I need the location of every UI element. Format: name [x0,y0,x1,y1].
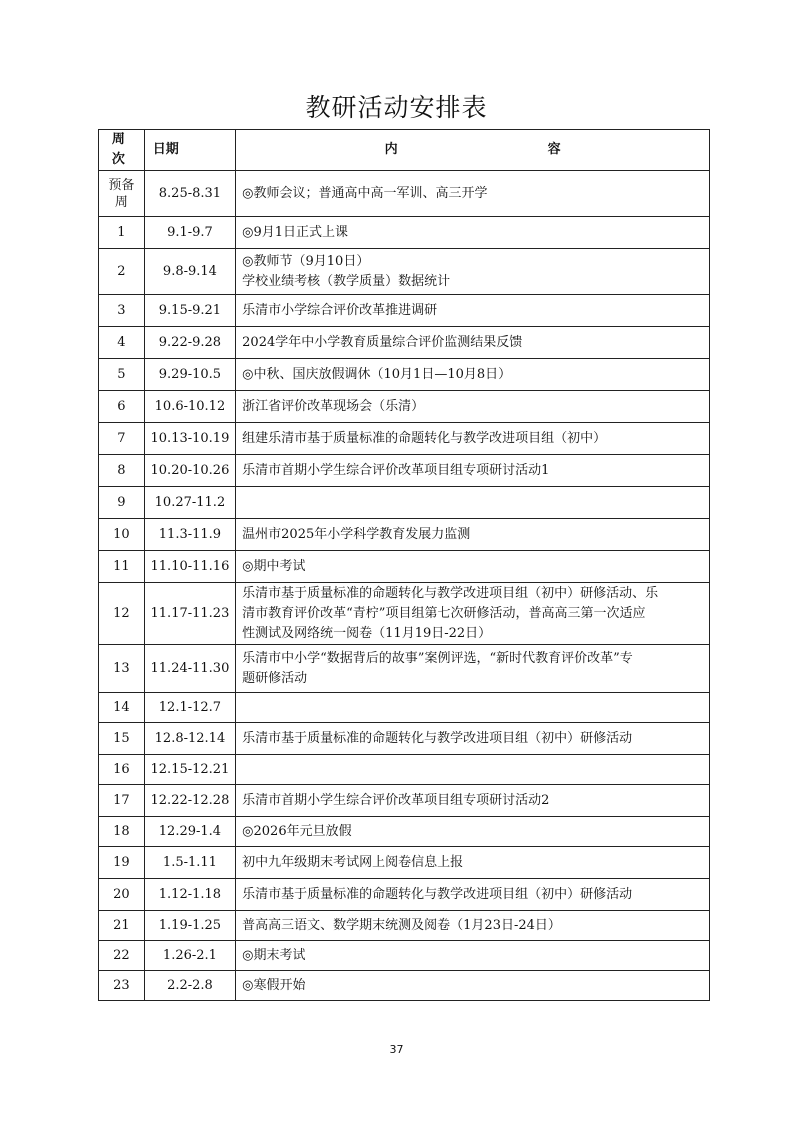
content-line: ◎教师会议；普通高中高一军训、高三开学 [242,185,488,201]
content-line: 题研修活动 [242,670,308,686]
content-line: 乐清市基于质量标准的命题转化与教学改进项目组（初中）研修活动、乐 [242,585,659,601]
content-cell [236,755,710,785]
table-header-row [99,130,710,171]
table-row [99,785,710,817]
week-cell: 11 [99,551,145,583]
content-cell [236,817,710,847]
table-row [99,723,710,755]
table-row [99,847,710,879]
week-cell: 5 [99,359,145,391]
week-cell: 18 [99,817,145,847]
date-cell: 11.24-11.30 [144,645,235,693]
week-cell: 19 [99,847,145,879]
table-row [99,455,710,487]
date-cell: 10.20-10.26 [144,455,235,487]
page-title: 教研活动安排表 [305,93,488,122]
page-number: 37 [389,1043,404,1056]
week-cell: 3 [99,295,145,327]
content-line: 学校业绩考核（教学质量）数据统计 [242,273,451,289]
week-cell: 1 [99,217,145,249]
schedule-table [98,129,710,1001]
week-cell: 6 [99,391,145,423]
content-line: 乐清市小学综合评价改革推进调研 [242,302,438,318]
date-cell: 9.22-9.28 [144,327,235,359]
date-cell: 12.29-1.4 [144,817,235,847]
content-line: 乐清市首期小学生综合评价改革项目组专项研讨活动1 [242,462,550,478]
week-cell: 2 [99,249,145,295]
content-cell [236,847,710,879]
week-cell [99,171,145,217]
content-line: ◎期末考试 [242,947,306,963]
table-row [99,645,710,693]
table-row [99,941,710,971]
content-line: 清市教育评价改革“青柠”项目组第七次研修活动，普高高三第一次适应 [242,605,646,621]
date-cell: 1.19-1.25 [144,911,235,941]
week-cell: 10 [99,519,145,551]
date-cell: 11.10-11.16 [144,551,235,583]
table-row [99,217,710,249]
date-cell: 9.8-9.14 [144,249,235,295]
content-line: 2024学年中小学教育质量综合评价监测结果反馈 [242,334,523,350]
content-cell [236,217,710,249]
week-cell: 14 [99,693,145,723]
content-cell [236,487,710,519]
content-line: ◎寒假开始 [242,977,306,993]
content-cell [236,551,710,583]
table-row [99,249,710,295]
date-cell: 1.12-1.18 [144,879,235,911]
date-cell: 12.8-12.14 [144,723,235,755]
week-cell: 17 [99,785,145,817]
content-cell [236,583,710,645]
week-cell: 16 [99,755,145,785]
content-cell [236,645,710,693]
table-row [99,391,710,423]
header-content [236,130,710,171]
content-cell [236,971,710,1001]
table-row [99,755,710,785]
content-cell [236,519,710,551]
content-line: ◎2026年元旦放假 [242,823,352,839]
content-cell [236,911,710,941]
week-cell: 23 [99,971,145,1001]
date-cell: 1.5-1.11 [144,847,235,879]
date-cell: 12.15-12.21 [144,755,235,785]
content-line: ◎教师节（9月10日） [242,253,370,269]
date-cell: 11.17-11.23 [144,583,235,645]
table-body [99,171,710,1001]
week-cell: 21 [99,911,145,941]
table-row [99,879,710,911]
date-cell: 10.13-10.19 [144,423,235,455]
content-cell [236,359,710,391]
date-cell: 2.2-2.8 [144,971,235,1001]
content-line: 乐清市首期小学生综合评价改革项目组专项研讨活动2 [242,792,550,808]
week-cell: 20 [99,879,145,911]
table-row [99,487,710,519]
week-cell: 9 [99,487,145,519]
date-cell: 9.1-9.7 [144,217,235,249]
week-cell: 7 [99,423,145,455]
table-row [99,551,710,583]
content-cell [236,693,710,723]
content-cell [236,879,710,911]
content-cell [236,423,710,455]
date-cell: 1.26-2.1 [144,941,235,971]
content-line: 初中九年级期末考试网上阅卷信息上报 [242,854,464,870]
table-row [99,519,710,551]
table-row [99,911,710,941]
content-cell [236,391,710,423]
content-cell [236,171,710,217]
content-line: ◎9月1日正式上课 [242,224,349,240]
date-cell: 12.22-12.28 [144,785,235,817]
week-label-line: 周 [114,194,128,210]
header-week: 周 次 [99,130,145,171]
table-row [99,171,710,217]
content-line: ◎期中考试 [242,558,306,574]
table-row [99,817,710,847]
date-cell: 12.1-12.7 [144,693,235,723]
table-row [99,423,710,455]
table-row [99,327,710,359]
week-cell: 22 [99,941,145,971]
content-line: 温州市2025年小学科学教育发展力监测 [242,526,471,542]
content-cell [236,723,710,755]
content-cell [236,785,710,817]
header-content-part2: 容 [547,142,561,157]
week-cell: 8 [99,455,145,487]
content-cell [236,327,710,359]
content-line: 乐清市基于质量标准的命题转化与教学改进项目组（初中）研修活动 [242,730,633,746]
date-cell: 9.15-9.21 [144,295,235,327]
table-row [99,359,710,391]
header-content-part1: 内 [384,142,398,157]
week-label-line: 预备 [108,177,135,193]
week-cell: 13 [99,645,145,693]
content-line: 浙江省评价改革现场会（乐清） [242,398,425,414]
content-line: 乐清市基于质量标准的命题转化与教学改进项目组（初中）研修活动 [242,886,633,902]
content-cell [236,455,710,487]
table-row [99,295,710,327]
week-cell: 12 [99,583,145,645]
date-cell: 8.25-8.31 [144,171,235,217]
content-line: 性测试及网络统一阅卷（11月19日-22日） [242,625,492,641]
date-cell: 10.27-11.2 [144,487,235,519]
date-cell: 10.6-10.12 [144,391,235,423]
content-line: 普高高三语文、数学期末统测及阅卷（1月23日-24日） [242,917,561,933]
table-row [99,971,710,1001]
content-cell [236,249,710,295]
week-cell: 4 [99,327,145,359]
week-cell: 15 [99,723,145,755]
content-line: ◎中秋、国庆放假调休（10月1日—10月8日） [242,366,512,382]
content-cell [236,295,710,327]
date-cell: 9.29-10.5 [144,359,235,391]
table-row [99,693,710,723]
table-row [99,583,710,645]
date-cell: 11.3-11.9 [144,519,235,551]
content-line: 乐清市中小学“数据背后的故事”案例评选，“新时代教育评价改革”专 [242,650,633,666]
content-line: 组建乐清市基于质量标准的命题转化与教学改进项目组（初中） [242,430,607,446]
content-cell [236,941,710,971]
header-date: 日期 [144,130,235,171]
